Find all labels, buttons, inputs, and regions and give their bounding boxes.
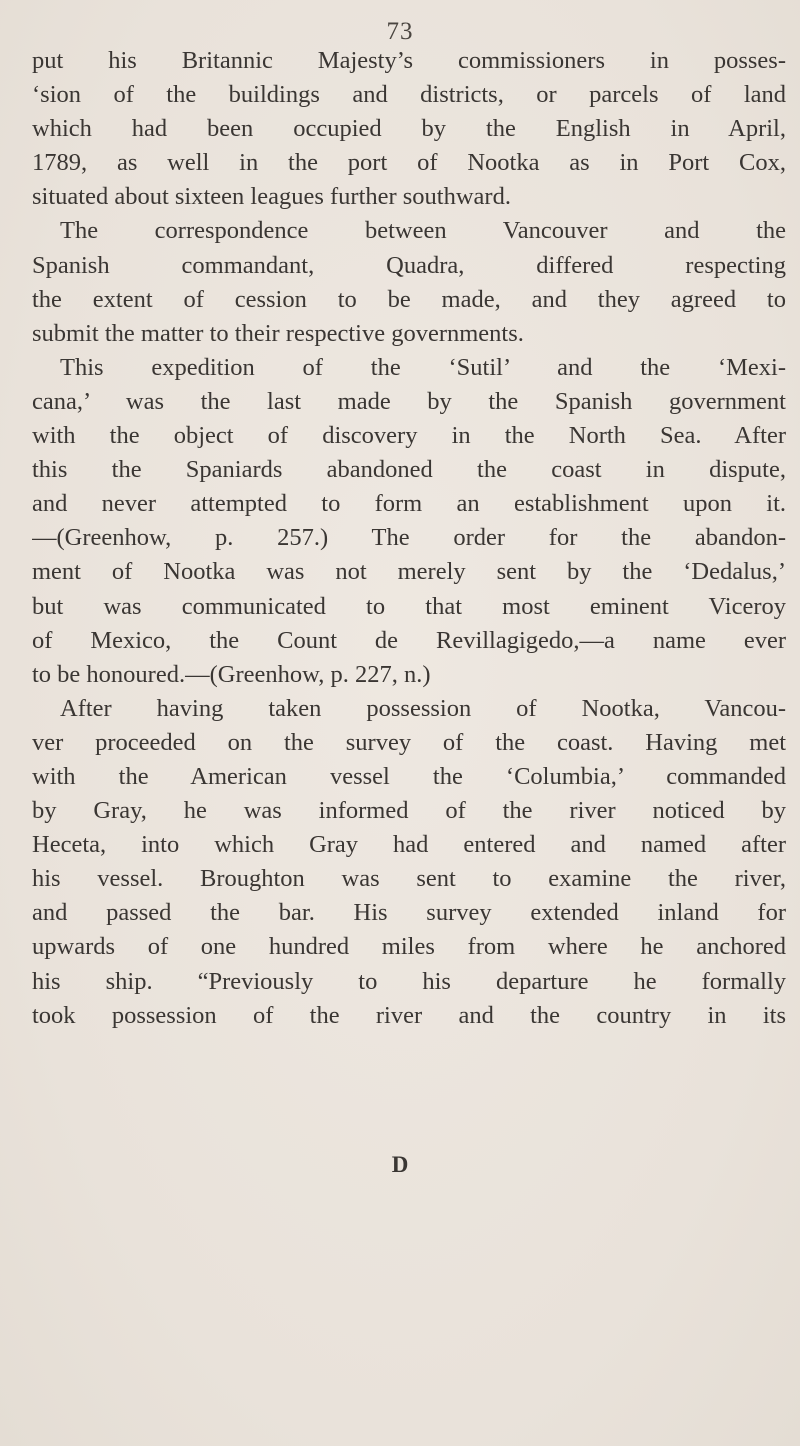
text-line: situated about sixteen leagues further southward.	[32, 183, 511, 211]
page-number: 73	[386, 18, 414, 45]
text-line: ‘sion of the buildings and districts, or parcels of land	[32, 81, 786, 109]
text-line: and passed the bar. His survey extended inland for	[32, 899, 786, 927]
text-line: with the object of discovery in the North Sea. After	[32, 422, 786, 450]
text-line: The correspondence between Vancouver and the	[60, 217, 786, 245]
text-line: upwards of one hundred miles from where he anchored	[32, 933, 786, 961]
paragraph-4	[32, 692, 786, 1033]
text-line: ver proceeded on the survey of the coast. Having met	[32, 728, 786, 756]
text-line: Spanish commandant, Quadra, differed respecting	[32, 251, 786, 279]
text-line: put his Britannic Majesty’s commissioners in posses-	[32, 47, 786, 74]
text-line: submit the matter to their respective governments.	[32, 319, 524, 347]
paragraph-3	[32, 351, 786, 692]
text-line: and never attempted to form an establishment upon it.	[32, 490, 786, 518]
text-line: cana,’ was the last made by the Spanish government	[32, 387, 786, 415]
text-line: his vessel. Broughton was sent to examine the river,	[32, 865, 786, 893]
text-line: the extent of cession to be made, and they agreed to	[32, 285, 786, 313]
text-line: This expedition of the ‘Sutil’ and the ‘Mexi-	[60, 353, 786, 381]
text-line: After having taken possession of Nootka, Vancou-	[60, 694, 786, 722]
paragraph-2	[32, 214, 786, 350]
text-line: of Mexico, the Count de Revillagigedo,—a name ever	[32, 626, 786, 654]
text-line: which had been occupied by the English in April,	[32, 115, 786, 143]
text-line: Heceta, into which Gray had entered and named after	[32, 831, 786, 859]
text-line: took possession of the river and the country in its	[32, 1001, 786, 1029]
text-line: his ship. “Previously to his departure he formally	[32, 967, 786, 995]
text-line: 1789, as well in the port of Nootka as in Port Cox,	[32, 149, 786, 177]
text-line: but was communicated to that most eminent Viceroy	[32, 592, 786, 620]
text-line: this the Spaniards abandoned the coast in dispute,	[32, 456, 786, 484]
text-line: with the American vessel the ‘Columbia,’ commanded	[32, 762, 786, 790]
paragraph-1	[32, 44, 786, 214]
body-text	[32, 44, 786, 1033]
signature-mark: D	[391, 1152, 409, 1177]
text-line: —(Greenhow, p. 257.) The order for the abandon-	[32, 524, 786, 552]
text-line: to be honoured.—(Greenhow, p. 227, n.)	[32, 660, 431, 688]
text-line: ment of Nootka was not merely sent by the ‘Dedalus,’	[32, 558, 786, 586]
text-line: by Gray, he was informed of the river noticed by	[32, 797, 786, 825]
